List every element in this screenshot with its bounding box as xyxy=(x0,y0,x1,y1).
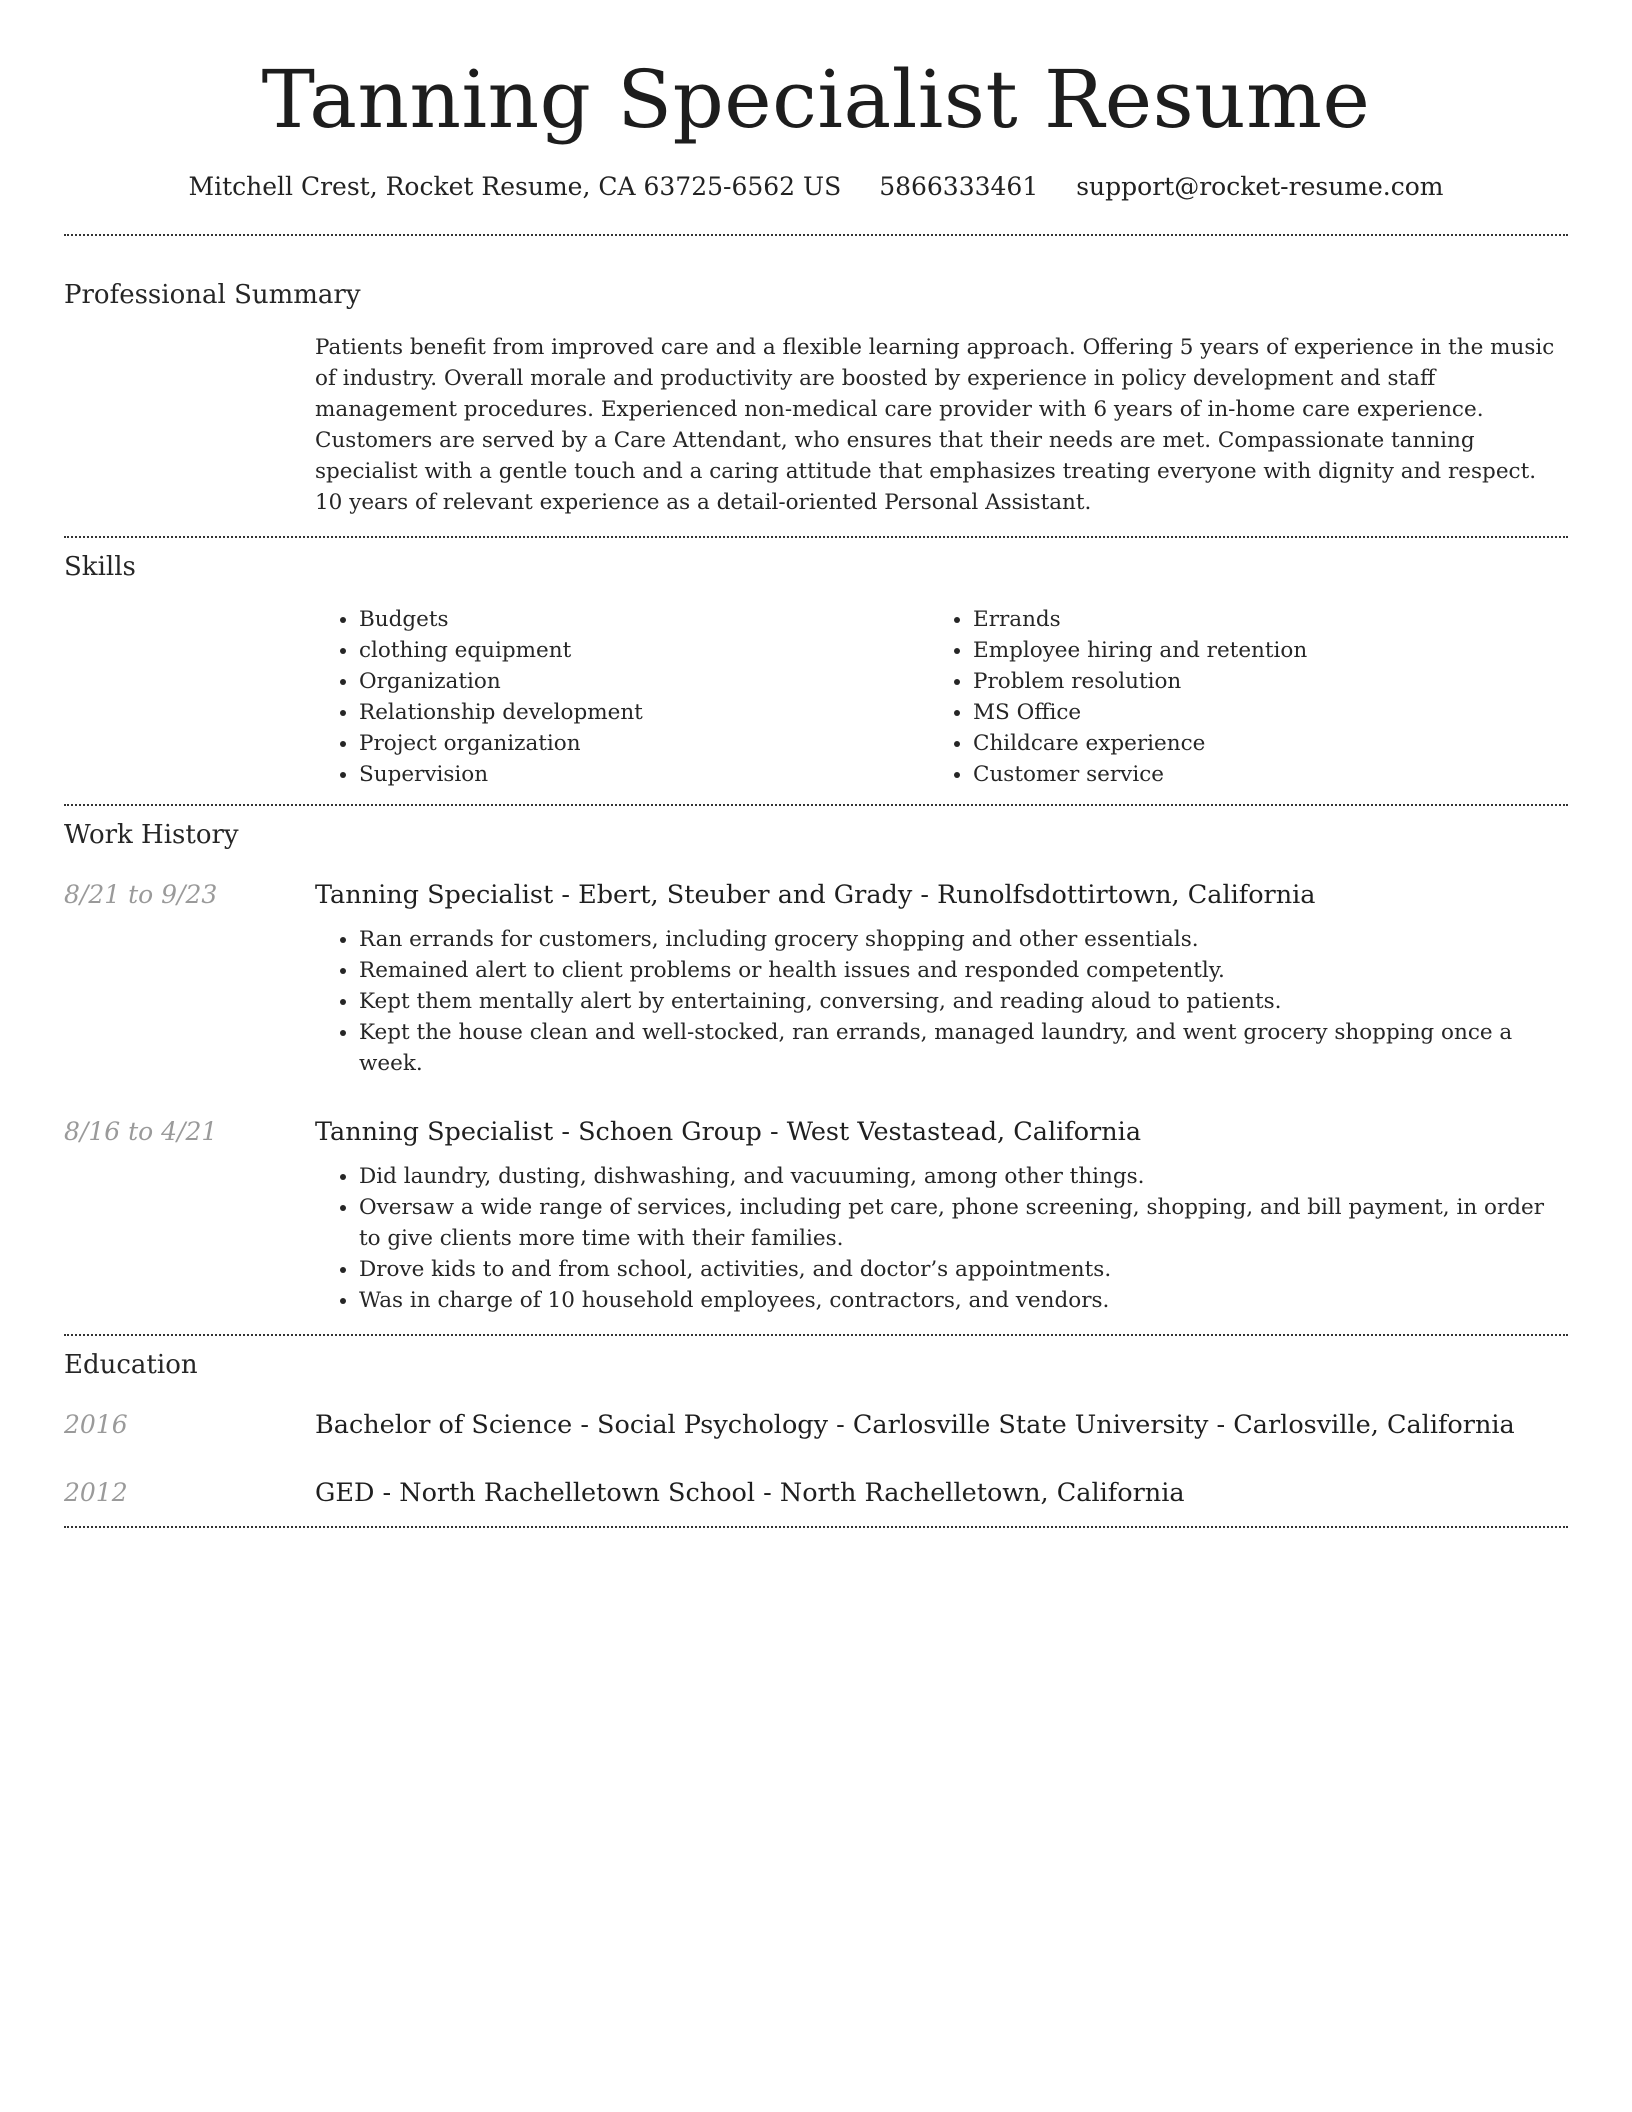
skills-section xyxy=(64,550,1568,790)
skills-heading: Skills xyxy=(64,552,136,582)
work-bullet: • Kept the house clean and well-stocked, ran errands, managed laundry, and went grocery shopping once a week. xyxy=(359,1017,1568,1079)
resume-page xyxy=(64,0,1568,1528)
contact-line xyxy=(64,170,1568,204)
education-details xyxy=(315,1476,1568,1510)
contact-address: Mitchell Crest, Rocket Resume, CA 63725-6562 US xyxy=(188,172,842,201)
education-details xyxy=(315,1408,1568,1442)
work-bullet: • Was in charge of 10 household employees, contractors, and vendors. xyxy=(359,1285,1568,1316)
skills-list xyxy=(315,604,1568,790)
work-bullet: • Remained alert to client problems or health issues and responded competently. xyxy=(359,955,1568,986)
summary-heading: Professional Summary xyxy=(64,280,361,310)
work-bullet: • Kept them mentally alert by entertaining, conversing, and reading aloud to patients. xyxy=(359,986,1568,1017)
work-bullet: • Ran errands for customers, including grocery shopping and other essentials. xyxy=(359,924,1568,955)
work-bullet: • Oversaw a wide range of services, including pet care, phone screening, shopping, and bill payment, in order to give clients more time with their families. xyxy=(359,1192,1568,1254)
education-entry xyxy=(64,1476,1568,1510)
education-section xyxy=(64,1348,1568,1510)
work-section xyxy=(64,818,1568,1316)
work-heading: Work History xyxy=(64,820,239,850)
education-year: 2016 xyxy=(64,1410,128,1439)
work-entry xyxy=(64,878,1568,1079)
summary-section xyxy=(64,278,1568,518)
work-dates: 8/16 to 4/21 xyxy=(64,1117,218,1146)
education-title: GED - North Rachelletown School - North Rachelletown, California xyxy=(315,1478,1185,1508)
work-bullet: • Did laundry, dusting, dishwashing, and vacuuming, among other things. xyxy=(359,1161,1568,1192)
skill-item: • Budgets xyxy=(359,604,929,635)
work-title: Tanning Specialist - Schoen Group - West Vestastead, California xyxy=(315,1117,1142,1147)
work-details xyxy=(315,878,1568,1079)
work-bullets xyxy=(315,924,1568,1079)
skill-item: • Relationship development xyxy=(359,697,929,728)
work-bullet: • Drove kids to and from school, activities, and doctor’s appointments. xyxy=(359,1254,1568,1285)
skill-item: • Errands xyxy=(973,604,1543,635)
skill-item: • clothing equipment xyxy=(359,635,929,666)
skills-column-left xyxy=(315,604,929,790)
work-title: Tanning Specialist - Ebert, Steuber and Grady - Runolfsdottirtown, California xyxy=(315,880,1316,910)
work-dates: 8/21 to 9/23 xyxy=(64,880,218,909)
skill-item: • Organization xyxy=(359,666,929,697)
section-divider xyxy=(64,536,1568,538)
section-divider xyxy=(64,1334,1568,1336)
section-divider xyxy=(64,804,1568,806)
header-divider xyxy=(64,234,1568,236)
skill-item: • MS Office xyxy=(973,697,1543,728)
work-bullets xyxy=(315,1161,1568,1316)
skill-item: • Customer service xyxy=(973,759,1543,790)
education-title: Bachelor of Science - Social Psychology - Carlosville State University - Carlosville, California xyxy=(315,1410,1515,1440)
skill-item: • Problem resolution xyxy=(973,666,1543,697)
education-entry xyxy=(64,1408,1568,1442)
education-year: 2012 xyxy=(64,1478,128,1507)
contact-email: support@rocket-resume.com xyxy=(1076,172,1444,201)
skill-item: • Project organization xyxy=(359,728,929,759)
education-heading: Education xyxy=(64,1350,198,1380)
page-title: Tanning Specialist Resume xyxy=(261,53,1371,146)
skill-item: • Childcare experience xyxy=(973,728,1543,759)
section-divider xyxy=(64,1526,1568,1528)
work-entry xyxy=(64,1115,1568,1316)
work-details xyxy=(315,1115,1568,1316)
summary-text: Patients benefit from improved care and a flexible learning approach. Offering 5 years of experience in the music of industry. Overall morale and productivity are boosted by experience in policy development and staff management procedures. Experienced non-medical care provider with 6 years of in-home care experience. Customers are served by a Care Attendant, who ensures that their needs are met. Compassionate tanning specialist with a gentle touch and a caring attitude that emphasizes treating everyone with dignity and respect. 10 years of relevant experience as a detail-oriented Personal Assistant. xyxy=(315,335,1555,515)
contact-phone: 5866333461 xyxy=(879,172,1039,201)
skills-column-right xyxy=(929,604,1543,790)
skill-item: • Supervision xyxy=(359,759,929,790)
skill-item: • Employee hiring and retention xyxy=(973,635,1543,666)
